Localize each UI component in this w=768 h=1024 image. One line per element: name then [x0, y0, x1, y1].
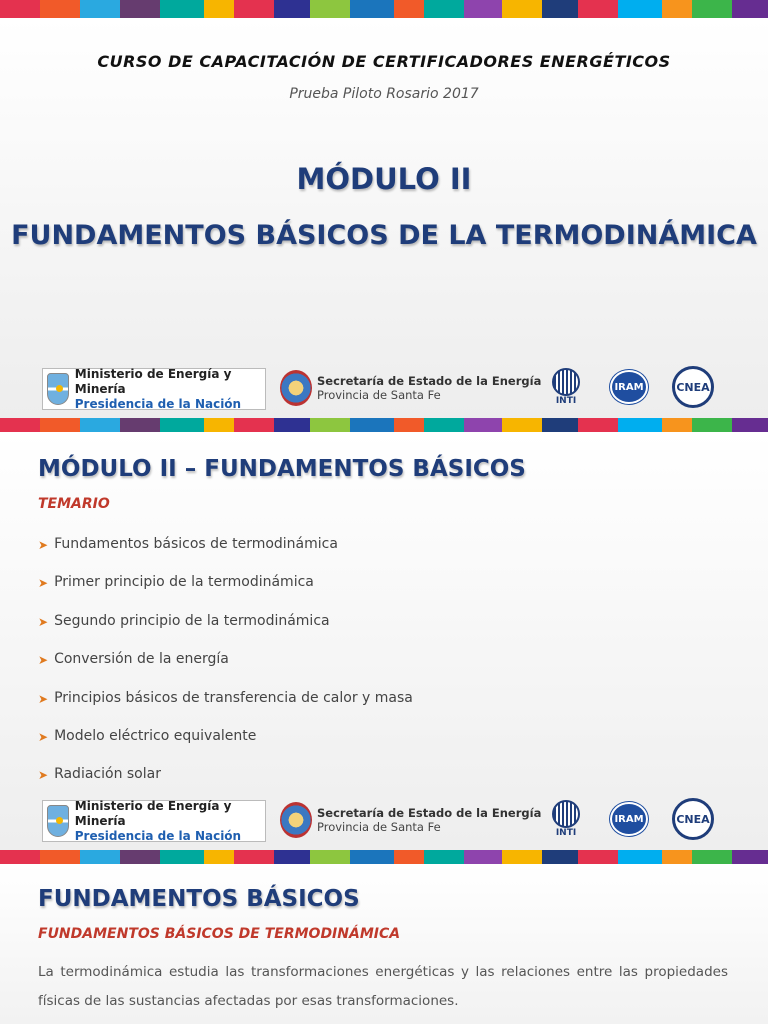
inti-logo [548, 800, 584, 838]
arrow-bullet-icon: ➤ [38, 614, 49, 629]
inti-logo [548, 368, 584, 406]
santa-fe-emblem-icon [280, 370, 312, 406]
fundamentals-section-heading: FUNDAMENTOS BÁSICOS DE TERMODINÁMICA [38, 926, 401, 942]
ministry-name: Ministerio de Energía y Minería [74, 798, 232, 828]
list-item: ➤ Primer principio de la termodinámica [38, 574, 314, 591]
stripe-segment [160, 0, 204, 18]
stripe-segment [274, 0, 310, 18]
stripe-segment [502, 0, 542, 18]
cnea-logo: CNEA [672, 366, 714, 408]
syllabus-section-heading: TEMARIO [38, 496, 110, 512]
presidency-name: Presidencia de la Nación [74, 396, 242, 411]
fundamentals-paragraph: La termodinámica estudia las transformaciones energéticas y las relaciones entre las propiedades físicas de las sustancias afectadas por esas transformaciones. [38, 964, 728, 1009]
syllabus-list [38, 536, 413, 805]
stripe-segment [662, 0, 692, 18]
course-subtitle: Prueba Piloto Rosario 2017 [289, 86, 479, 102]
stripe-segment [732, 0, 768, 18]
stripe-segment [120, 0, 160, 18]
module-subtitle: FUNDAMENTOS BÁSICOS DE LA TERMODINÁMICA [11, 220, 757, 251]
list-item: ➤ Radiación solar [38, 766, 161, 783]
secretaria-logo [280, 370, 541, 406]
logo-bar [0, 796, 768, 846]
iram-logo: IRAM [610, 802, 648, 836]
stripe-segment [424, 0, 464, 18]
inti-label: INTI [555, 828, 577, 838]
arrow-bullet-icon: ➤ [38, 691, 49, 706]
ministry-logo [42, 368, 266, 410]
arrow-bullet-icon: ➤ [38, 653, 49, 668]
stripe-segment [0, 0, 40, 18]
province-name: Provincia de Santa Fe [317, 820, 441, 834]
arrow-bullet-icon: ➤ [38, 576, 49, 591]
course-title: CURSO DE CAPACITACIÓN DE CERTIFICADORES ENERGÉTICOS [97, 52, 671, 71]
stripe-segment [692, 0, 732, 18]
syllabus-title: MÓDULO II – FUNDAMENTOS BÁSICOS [38, 456, 526, 482]
ministry-name: Ministerio de Energía y Minería [74, 366, 232, 396]
presidency-name: Presidencia de la Nación [74, 828, 242, 843]
stripe-segment [542, 0, 578, 18]
list-item: ➤ Principios básicos de transferencia de calor y masa [38, 689, 413, 706]
secretaria-name: Secretaría de Estado de la Energía [317, 806, 542, 820]
arrow-bullet-icon: ➤ [38, 768, 49, 783]
argentina-shield-icon [47, 805, 69, 837]
inti-emblem-icon [552, 368, 580, 396]
stripe-segment [310, 0, 350, 18]
title-slide [0, 18, 768, 418]
stripe-segment [350, 0, 394, 18]
cnea-logo: CNEA [672, 798, 714, 840]
santa-fe-emblem-icon [280, 802, 312, 838]
module-title: MÓDULO II [296, 162, 472, 196]
list-item: ➤ Fundamentos básicos de termodinámica [38, 536, 338, 552]
list-item: ➤ Modelo eléctrico equivalente [38, 727, 257, 744]
inti-label: INTI [555, 396, 577, 406]
inti-emblem-icon [552, 800, 580, 828]
list-item: ➤ Conversión de la energía [38, 651, 229, 668]
stripe-segment [618, 0, 662, 18]
stripe-segment [464, 0, 502, 18]
arrow-bullet-icon: ➤ [38, 729, 49, 744]
color-stripe-top [0, 0, 768, 18]
ministry-logo [42, 800, 266, 842]
province-name: Provincia de Santa Fe [317, 388, 441, 402]
iram-logo: IRAM [610, 370, 648, 404]
stripe-segment [204, 0, 234, 18]
argentina-shield-icon [47, 373, 69, 405]
stripe-segment [234, 0, 274, 18]
secretaria-name: Secretaría de Estado de la Energía [317, 374, 542, 388]
logo-bar [0, 364, 768, 414]
fundamentals-title: FUNDAMENTOS BÁSICOS [38, 886, 360, 912]
stripe-segment [578, 0, 618, 18]
list-item: ➤ Segundo principio de la termodinámica [38, 612, 330, 629]
stripe-segment [394, 0, 424, 18]
arrow-bullet-icon: ➤ [38, 538, 49, 552]
secretaria-logo [280, 802, 541, 838]
stripe-segment [40, 0, 80, 18]
stripe-segment [80, 0, 120, 18]
